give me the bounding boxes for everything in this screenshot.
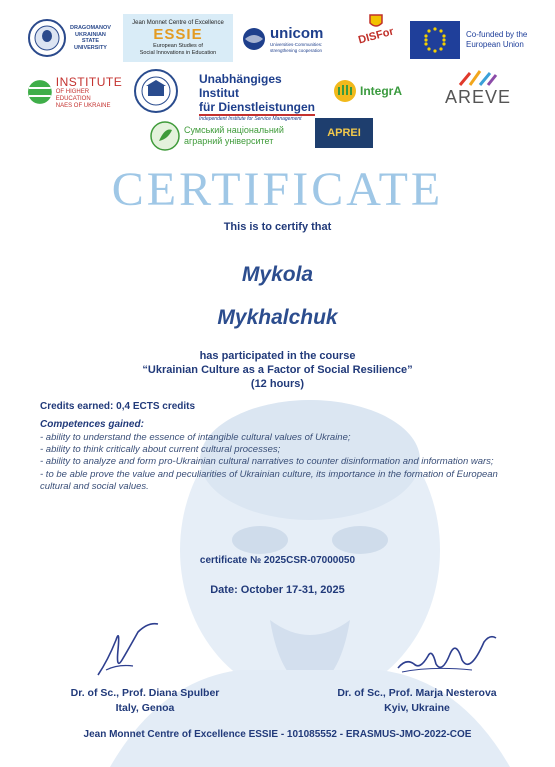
essie-logo [123,14,233,62]
dragomanov-line: UKRAINIAN [75,31,106,38]
unicom-logo [242,17,342,61]
aprei-logo [315,118,373,148]
recipient-last-name: Mykhalchuk [217,306,338,329]
signature-spulber [88,620,168,682]
essie-top-text: Jean Monnet Centre of Excellence [132,20,224,26]
signatory-name: Dr. of Sc., Prof. Diana Spulber [70,687,220,699]
signatory-left [40,686,250,716]
integra-logo [333,76,421,106]
dragomanov-line: DRAGOMANOV [70,25,111,31]
competence-item: - ability to analyze and form pro-Ukrainian cultural narratives to counter disinformation and information wars; [40,456,494,468]
areve-arrows-icon [456,67,500,87]
unicom-globe-icon [242,27,268,51]
sumy-leaf-icon [150,121,180,151]
course-block [0,349,555,391]
signatory-place: Kyiv, Ukraine [384,702,450,714]
areve-logo [438,67,518,115]
sumy-line: аграрний університет [184,136,274,146]
uid-line2: für Dienstleistungen [199,100,316,114]
credits-earned: Credits earned: 0,4 ECTS credits [40,401,196,412]
dragomanov-emblem-icon [27,18,67,58]
course-name: “Ukrainian Culture as a Factor of Social Resilience” [142,364,413,376]
areve-label: AREVE [444,87,512,107]
eu-flag-icon [410,21,460,59]
signature-nesterova [392,630,502,680]
footer-text: Jean Monnet Centre of Excellence ESSIE - 101085552 - ERASMUS-JMO-2022-COE [83,729,472,740]
uid-line1: Unabhängiges Institut [199,72,282,100]
institute-sub-line: NAES OF UKRAINE [55,102,111,109]
institute-logo [27,72,125,112]
signatory-right [312,686,522,716]
competences-heading: Competences gained: [40,419,144,430]
integra-icon [333,79,357,103]
course-hours: (12 hours) [250,378,305,390]
aprei-label: APREI [327,127,361,139]
essie-mark: ESSIE [153,26,203,43]
certificate-date: Date: October 17-31, 2025 [210,584,345,596]
university-seal-logo [133,67,181,115]
signatory-name: Dr. of Sc., Prof. Marja Nesterova [337,687,497,699]
institute-globe-icon [27,79,53,105]
integra-label: IntegrA [360,84,402,98]
uid-logo [199,72,324,122]
competence-item: - ability to understand the essence of intangible cultural values of Ukraine; [40,432,351,443]
uid-line3: Independent Institute for Service Management [199,116,302,122]
institute-sub-line: OF HIGHER EDUCATION [55,88,91,102]
essie-sub-line: European Studies of [153,43,203,49]
certificate-number: certificate № 2025CSR-07000050 [199,555,356,566]
dragomanov-logo [27,14,122,62]
competence-item: - ability to think critically about current cultural processes; [40,444,281,456]
essie-sub-line: Social Innovations in Education [139,49,217,56]
disfor-label: DISFor [357,25,395,47]
unicom-sub-line: Universities-Communities: [270,42,323,47]
unicom-label: unicom [270,25,324,42]
eu-label: Co-funded by the European Union [466,30,528,49]
eu-logo [410,20,530,60]
sumy-line: Сумський національний [184,125,284,135]
disfor-logo [350,14,402,62]
dragomanov-line: STATE [81,38,100,44]
recipient-first-name: Mykola [241,263,314,286]
certify-text: This is to certify that [223,221,332,233]
course-intro: has participated in the course [199,350,356,362]
sumy-logo [150,118,300,154]
unicom-sub-line: strengthening cooperation [270,47,323,53]
certificate-title: CERTIFICATE [111,163,444,216]
signatory-place: Italy, Genoa [115,702,175,714]
institute-title: INSTITUTE [55,74,123,89]
competence-item: - to be able prove the value and peculiarities of Ukrainian culture, its importance in the formation of European cultural and social values. [40,468,498,492]
dragomanov-line: UNIVERSITY [73,44,107,51]
seal-icon [133,68,179,114]
competences-list [40,432,520,493]
